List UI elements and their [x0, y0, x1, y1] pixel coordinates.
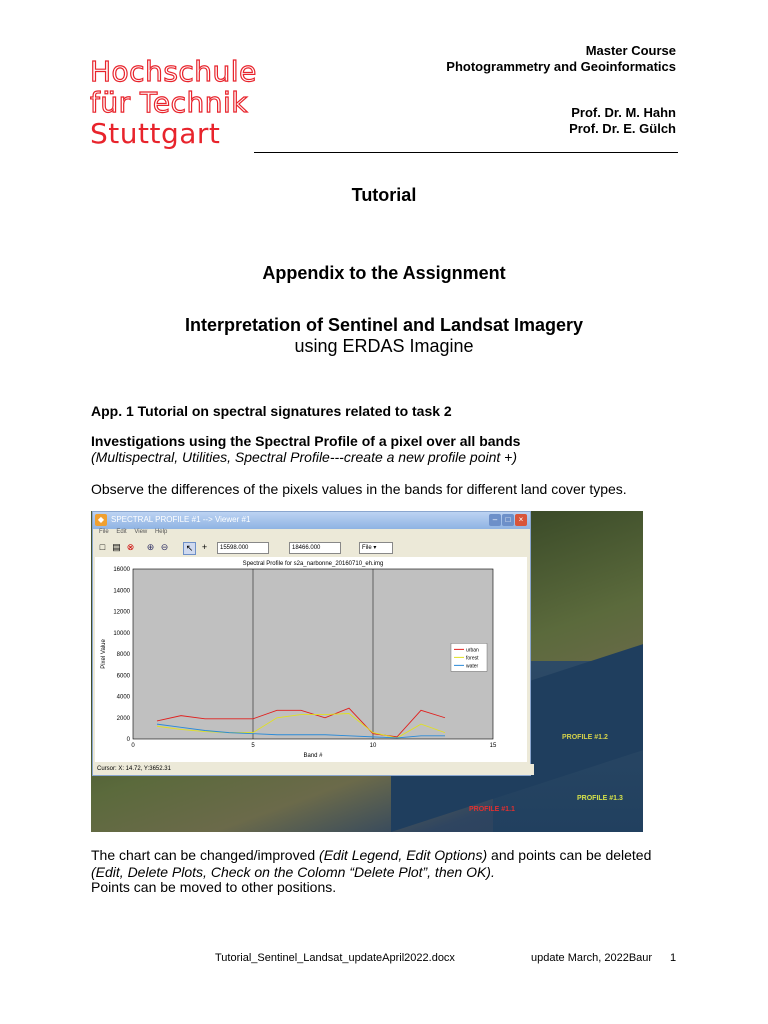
- chart-text-italic-2: (Edit, Delete Plots, Check on the Colomn “Delete Plot”, then OK).: [91, 864, 495, 880]
- prof-2: Prof. Dr. E. Gülch: [569, 121, 676, 136]
- x-axis-label: Band #: [303, 753, 323, 759]
- chart-text-italic-1: (Edit Legend, Edit Options): [319, 847, 488, 863]
- y-tick-label: 16000: [113, 567, 130, 573]
- menu-view[interactable]: View: [134, 529, 148, 535]
- y-axis-label: Pixel Value: [101, 639, 107, 669]
- prof-1: Prof. Dr. M. Hahn: [571, 105, 676, 120]
- legend-label-forest: forest: [466, 655, 479, 662]
- observe-text: Observe the differences of the pixels values in the bands for different land cover types.: [91, 481, 627, 497]
- pointer-icon[interactable]: ↖: [183, 542, 196, 555]
- zoom-in-icon[interactable]: ⊕: [146, 542, 155, 552]
- logo-line-3: Stuttgart: [90, 117, 221, 150]
- section-heading: App. 1 Tutorial on spectral signatures related to task 2: [91, 403, 452, 419]
- x-tick-label: 0: [131, 743, 135, 749]
- legend-label-urban: urban: [466, 647, 479, 654]
- menu-edit[interactable]: Edit: [116, 529, 127, 535]
- points-text: Points can be moved to other positions.: [91, 879, 337, 895]
- main-subtitle: using ERDAS Imagine: [294, 336, 474, 356]
- x-coordinate-field[interactable]: 15598.000: [217, 542, 269, 554]
- file-dropdown-label: File: [362, 545, 372, 551]
- course-line-1: Master Course: [585, 43, 676, 58]
- menu-file[interactable]: File: [99, 529, 109, 535]
- spectral-chart: [95, 557, 527, 762]
- crosshair-icon[interactable]: +: [201, 542, 208, 552]
- spectral-profile-window: [92, 511, 531, 776]
- page-number: 1: [670, 952, 677, 964]
- chart-text-1: The chart can be changed/improved: [91, 847, 316, 863]
- course-line-2: Photogrammetry and Geoinformatics: [446, 59, 676, 74]
- logo-line-2: für Technik: [90, 86, 248, 119]
- y-tick-label: 0: [126, 737, 130, 743]
- y-tick-label: 10000: [113, 630, 130, 637]
- y-tick-label: 2000: [116, 715, 130, 722]
- menu-help[interactable]: Help: [154, 529, 168, 535]
- zoom-out-icon[interactable]: ⊖: [160, 542, 169, 552]
- delete-icon[interactable]: ⊗: [126, 542, 135, 552]
- profile-label-2: PROFILE #1.2: [562, 734, 608, 741]
- y-coordinate-field[interactable]: 18466.000: [289, 542, 341, 554]
- y-tick-label: 12000: [113, 609, 130, 616]
- maximize-icon[interactable]: □: [502, 514, 514, 526]
- chart-title: Spectral Profile for s2a_narbonne_20160710_eh.img: [242, 561, 384, 567]
- y-tick-label: 8000: [116, 652, 130, 658]
- footer-filename: Tutorial_Sentinel_Landsat_updateApril2022.docx: [215, 952, 455, 964]
- main-title: Interpretation of Sentinel and Landsat Imagery: [184, 315, 584, 335]
- toolbar: [93, 540, 530, 556]
- new-icon[interactable]: □: [99, 542, 106, 552]
- legend-label-water: water: [466, 663, 479, 670]
- investigation-path: (Multispectral, Utilities, Spectral Profile---create a new profile point +): [91, 449, 517, 465]
- footer-update: update March, 2022Baur: [531, 952, 653, 964]
- y-tick-label: 6000: [116, 673, 130, 680]
- x-tick-label: 5: [251, 743, 255, 749]
- profile-label-1: PROFILE #1.1: [469, 806, 515, 813]
- chart-text-2: and points can be deleted: [487, 847, 652, 863]
- x-tick-label: 10: [369, 743, 377, 749]
- chart-edit-text: [91, 847, 691, 881]
- window-title: SPECTRAL PROFILE #1 --> Viewer #1: [111, 515, 251, 524]
- professors: [569, 105, 676, 137]
- menu-bar: [93, 529, 530, 539]
- x-tick-label: 15: [489, 743, 497, 749]
- hft-logo: [90, 56, 257, 149]
- app-icon: ◆: [95, 514, 107, 526]
- plot-area: [95, 557, 527, 762]
- y-tick-label: 14000: [113, 588, 130, 595]
- minimize-icon[interactable]: –: [489, 514, 501, 526]
- y-tick-label: 4000: [116, 694, 130, 701]
- investigation-heading: Investigations using the Spectral Profile of a pixel over all bands: [91, 433, 521, 449]
- doc-title: Tutorial: [351, 185, 417, 205]
- plot-background: [133, 569, 493, 739]
- course-header: [446, 43, 676, 75]
- header-rule: [254, 152, 678, 153]
- profile-label-3: PROFILE #1.3: [577, 795, 623, 802]
- print-icon[interactable]: ▤: [112, 542, 121, 552]
- window-titlebar[interactable]: [93, 512, 530, 529]
- erdas-screenshot: [91, 511, 643, 832]
- status-bar: Cursor: X: 14.72, Y:3652.31: [93, 764, 534, 775]
- appendix-title: Appendix to the Assignment: [262, 263, 506, 283]
- file-dropdown[interactable]: File ▾: [359, 542, 393, 554]
- logo-line-1: Hochschule: [90, 55, 257, 88]
- close-icon[interactable]: ×: [515, 514, 527, 526]
